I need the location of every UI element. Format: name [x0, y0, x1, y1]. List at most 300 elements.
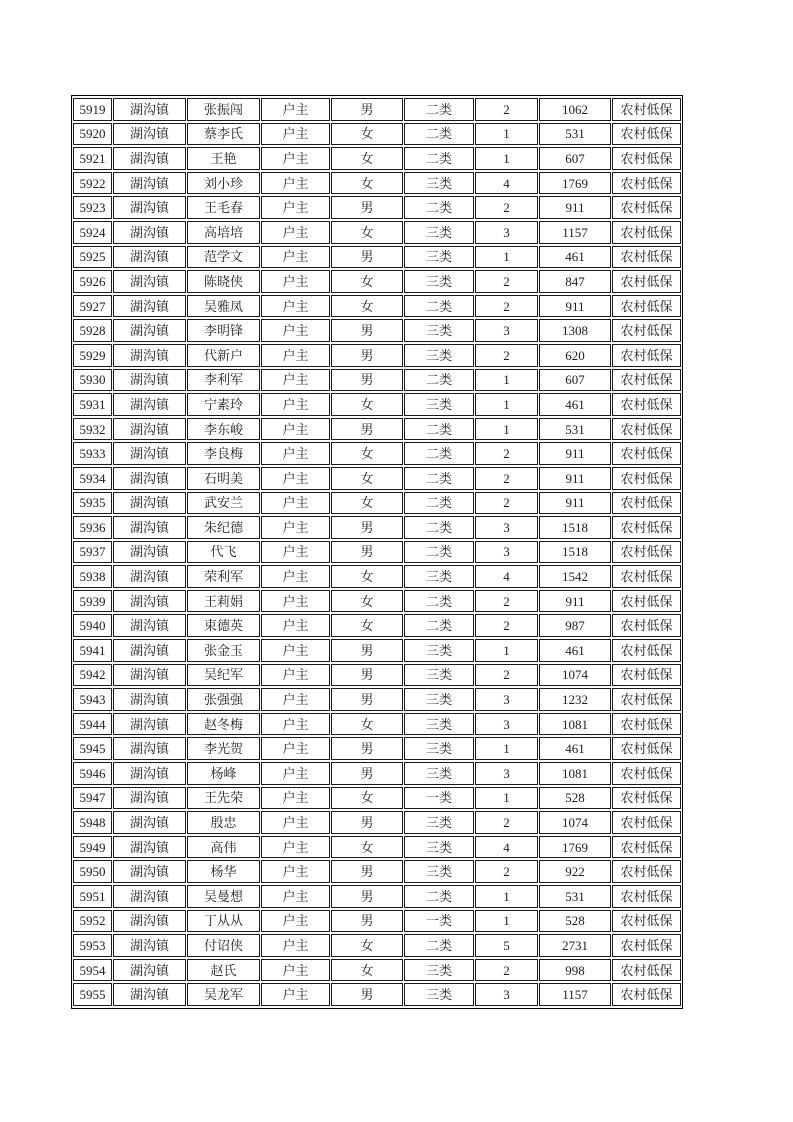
- cell-persons: 1: [475, 910, 538, 933]
- table-row: [73, 172, 681, 195]
- cell-town: 湖沟镇: [113, 787, 186, 810]
- cell-relation: 户主: [261, 860, 330, 883]
- cell-persons: 2: [475, 344, 538, 367]
- cell-relation: 户主: [261, 614, 330, 637]
- cell-name: 李良梅: [187, 442, 260, 465]
- cell-serial: 5941: [73, 639, 112, 662]
- table-row: [73, 590, 681, 613]
- cell-serial: 5919: [73, 98, 112, 121]
- cell-amount: 528: [539, 910, 611, 933]
- cell-relation: 户主: [261, 664, 330, 687]
- cell-gender: 女: [331, 836, 403, 859]
- cell-name: 蔡李氏: [187, 123, 260, 146]
- cell-program: 农村低保: [612, 639, 681, 662]
- cell-program: 农村低保: [612, 172, 681, 195]
- cell-relation: 户主: [261, 885, 330, 908]
- table-row: [73, 369, 681, 392]
- cell-relation: 户主: [261, 172, 330, 195]
- cell-relation: 户主: [261, 762, 330, 785]
- cell-program: 农村低保: [612, 123, 681, 146]
- cell-gender: 女: [331, 934, 403, 957]
- table-row: [73, 811, 681, 834]
- table-row: [73, 393, 681, 416]
- cell-town: 湖沟镇: [113, 196, 186, 219]
- cell-program: 农村低保: [612, 196, 681, 219]
- cell-name: 付诏侠: [187, 934, 260, 957]
- cell-persons: 2: [475, 442, 538, 465]
- cell-amount: 2731: [539, 934, 611, 957]
- cell-category: 二类: [404, 614, 474, 637]
- cell-serial: 5937: [73, 541, 112, 564]
- cell-relation: 户主: [261, 836, 330, 859]
- cell-gender: 男: [331, 418, 403, 441]
- cell-category: 三类: [404, 344, 474, 367]
- cell-serial: 5933: [73, 442, 112, 465]
- cell-amount: 847: [539, 270, 611, 293]
- cell-category: 三类: [404, 811, 474, 834]
- cell-relation: 户主: [261, 418, 330, 441]
- cell-name: 代新户: [187, 344, 260, 367]
- cell-town: 湖沟镇: [113, 221, 186, 244]
- cell-relation: 户主: [261, 246, 330, 269]
- cell-gender: 男: [331, 762, 403, 785]
- cell-town: 湖沟镇: [113, 516, 186, 539]
- cell-persons: 2: [475, 295, 538, 318]
- cell-serial: 5945: [73, 737, 112, 760]
- cell-program: 农村低保: [612, 737, 681, 760]
- cell-relation: 户主: [261, 811, 330, 834]
- cell-town: 湖沟镇: [113, 664, 186, 687]
- cell-serial: 5955: [73, 983, 112, 1006]
- cell-name: 束德英: [187, 614, 260, 637]
- cell-persons: 3: [475, 319, 538, 342]
- cell-gender: 女: [331, 123, 403, 146]
- cell-amount: 1062: [539, 98, 611, 121]
- cell-name: 武安兰: [187, 492, 260, 515]
- cell-category: 三类: [404, 221, 474, 244]
- cell-amount: 1518: [539, 516, 611, 539]
- table-row: [73, 713, 681, 736]
- cell-persons: 4: [475, 172, 538, 195]
- cell-persons: 3: [475, 713, 538, 736]
- cell-category: 三类: [404, 393, 474, 416]
- table-row: [73, 123, 681, 146]
- cell-amount: 1542: [539, 565, 611, 588]
- cell-relation: 户主: [261, 787, 330, 810]
- cell-name: 张金玉: [187, 639, 260, 662]
- cell-persons: 1: [475, 639, 538, 662]
- cell-amount: 1157: [539, 983, 611, 1006]
- cell-town: 湖沟镇: [113, 442, 186, 465]
- cell-name: 吴纪军: [187, 664, 260, 687]
- cell-amount: 607: [539, 147, 611, 170]
- cell-persons: 1: [475, 123, 538, 146]
- cell-town: 湖沟镇: [113, 614, 186, 637]
- cell-relation: 户主: [261, 295, 330, 318]
- cell-persons: 3: [475, 983, 538, 1006]
- cell-name: 刘小珍: [187, 172, 260, 195]
- cell-gender: 男: [331, 344, 403, 367]
- cell-amount: 1232: [539, 688, 611, 711]
- table-row: [73, 221, 681, 244]
- cell-program: 农村低保: [612, 246, 681, 269]
- cell-amount: 987: [539, 614, 611, 637]
- cell-amount: 998: [539, 959, 611, 982]
- cell-gender: 女: [331, 393, 403, 416]
- cell-relation: 户主: [261, 442, 330, 465]
- cell-name: 王先荣: [187, 787, 260, 810]
- cell-name: 石明美: [187, 467, 260, 490]
- cell-town: 湖沟镇: [113, 737, 186, 760]
- cell-name: 吴曼想: [187, 885, 260, 908]
- cell-program: 农村低保: [612, 664, 681, 687]
- cell-town: 湖沟镇: [113, 959, 186, 982]
- cell-relation: 户主: [261, 590, 330, 613]
- cell-gender: 女: [331, 590, 403, 613]
- cell-serial: 5944: [73, 713, 112, 736]
- cell-amount: 922: [539, 860, 611, 883]
- cell-town: 湖沟镇: [113, 418, 186, 441]
- cell-gender: 男: [331, 688, 403, 711]
- cell-name: 荣利军: [187, 565, 260, 588]
- cell-category: 二类: [404, 541, 474, 564]
- table-row: [73, 910, 681, 933]
- cell-amount: 1074: [539, 811, 611, 834]
- cell-category: 二类: [404, 590, 474, 613]
- cell-relation: 户主: [261, 983, 330, 1006]
- cell-name: 李东峻: [187, 418, 260, 441]
- cell-gender: 女: [331, 172, 403, 195]
- cell-persons: 3: [475, 221, 538, 244]
- cell-category: 二类: [404, 196, 474, 219]
- cell-persons: 1: [475, 787, 538, 810]
- cell-program: 农村低保: [612, 885, 681, 908]
- cell-town: 湖沟镇: [113, 590, 186, 613]
- cell-name: 陈晓侠: [187, 270, 260, 293]
- table-row: [73, 688, 681, 711]
- cell-relation: 户主: [261, 516, 330, 539]
- cell-serial: 5953: [73, 934, 112, 957]
- cell-amount: 911: [539, 492, 611, 515]
- cell-serial: 5922: [73, 172, 112, 195]
- table-row: [73, 270, 681, 293]
- cell-category: 三类: [404, 713, 474, 736]
- cell-amount: 1081: [539, 762, 611, 785]
- cell-serial: 5925: [73, 246, 112, 269]
- cell-serial: 5927: [73, 295, 112, 318]
- cell-relation: 户主: [261, 492, 330, 515]
- cell-category: 三类: [404, 737, 474, 760]
- cell-gender: 男: [331, 98, 403, 121]
- cell-relation: 户主: [261, 98, 330, 121]
- cell-gender: 女: [331, 270, 403, 293]
- cell-serial: 5924: [73, 221, 112, 244]
- cell-persons: 2: [475, 959, 538, 982]
- cell-name: 宁素玲: [187, 393, 260, 416]
- cell-category: 三类: [404, 860, 474, 883]
- cell-town: 湖沟镇: [113, 369, 186, 392]
- table-row: [73, 934, 681, 957]
- cell-gender: 女: [331, 713, 403, 736]
- cell-category: 二类: [404, 516, 474, 539]
- cell-name: 李利军: [187, 369, 260, 392]
- cell-category: 二类: [404, 98, 474, 121]
- cell-amount: 531: [539, 123, 611, 146]
- cell-gender: 女: [331, 147, 403, 170]
- cell-name: 吴龙军: [187, 983, 260, 1006]
- cell-gender: 男: [331, 860, 403, 883]
- table-row: [73, 295, 681, 318]
- cell-serial: 5949: [73, 836, 112, 859]
- cell-amount: 461: [539, 737, 611, 760]
- cell-serial: 5934: [73, 467, 112, 490]
- cell-relation: 户主: [261, 713, 330, 736]
- cell-category: 二类: [404, 934, 474, 957]
- cell-serial: 5952: [73, 910, 112, 933]
- cell-serial: 5936: [73, 516, 112, 539]
- cell-town: 湖沟镇: [113, 713, 186, 736]
- cell-name: 王毛春: [187, 196, 260, 219]
- cell-serial: 5935: [73, 492, 112, 515]
- cell-relation: 户主: [261, 467, 330, 490]
- cell-gender: 男: [331, 664, 403, 687]
- cell-name: 李光贺: [187, 737, 260, 760]
- cell-gender: 男: [331, 196, 403, 219]
- cell-relation: 户主: [261, 369, 330, 392]
- cell-gender: 女: [331, 787, 403, 810]
- cell-relation: 户主: [261, 959, 330, 982]
- table-row: [73, 565, 681, 588]
- cell-town: 湖沟镇: [113, 98, 186, 121]
- cell-persons: 1: [475, 393, 538, 416]
- table-row: [73, 737, 681, 760]
- cell-persons: 3: [475, 516, 538, 539]
- cell-serial: 5930: [73, 369, 112, 392]
- cell-program: 农村低保: [612, 713, 681, 736]
- cell-amount: 531: [539, 885, 611, 908]
- cell-persons: 2: [475, 196, 538, 219]
- table-row: [73, 418, 681, 441]
- table-row: [73, 541, 681, 564]
- cell-name: 王莉娟: [187, 590, 260, 613]
- cell-category: 三类: [404, 319, 474, 342]
- cell-relation: 户主: [261, 393, 330, 416]
- cell-persons: 1: [475, 369, 538, 392]
- cell-town: 湖沟镇: [113, 983, 186, 1006]
- cell-program: 农村低保: [612, 319, 681, 342]
- cell-gender: 男: [331, 910, 403, 933]
- cell-town: 湖沟镇: [113, 762, 186, 785]
- cell-persons: 2: [475, 270, 538, 293]
- cell-serial: 5928: [73, 319, 112, 342]
- cell-serial: 5921: [73, 147, 112, 170]
- cell-serial: 5946: [73, 762, 112, 785]
- cell-name: 李明锋: [187, 319, 260, 342]
- cell-persons: 3: [475, 762, 538, 785]
- cell-persons: 3: [475, 541, 538, 564]
- cell-program: 农村低保: [612, 983, 681, 1006]
- cell-persons: 2: [475, 614, 538, 637]
- cell-serial: 5929: [73, 344, 112, 367]
- cell-program: 农村低保: [612, 688, 681, 711]
- cell-relation: 户主: [261, 147, 330, 170]
- cell-program: 农村低保: [612, 934, 681, 957]
- cell-relation: 户主: [261, 737, 330, 760]
- cell-relation: 户主: [261, 565, 330, 588]
- cell-name: 赵冬梅: [187, 713, 260, 736]
- cell-town: 湖沟镇: [113, 344, 186, 367]
- cell-persons: 2: [475, 860, 538, 883]
- cell-program: 农村低保: [612, 910, 681, 933]
- cell-town: 湖沟镇: [113, 688, 186, 711]
- cell-town: 湖沟镇: [113, 492, 186, 515]
- cell-program: 农村低保: [612, 393, 681, 416]
- cell-name: 朱纪德: [187, 516, 260, 539]
- table-row: [73, 664, 681, 687]
- cell-gender: 女: [331, 565, 403, 588]
- cell-serial: 5942: [73, 664, 112, 687]
- cell-category: 二类: [404, 147, 474, 170]
- cell-name: 张强强: [187, 688, 260, 711]
- cell-serial: 5932: [73, 418, 112, 441]
- cell-program: 农村低保: [612, 98, 681, 121]
- cell-program: 农村低保: [612, 442, 681, 465]
- cell-gender: 男: [331, 885, 403, 908]
- cell-amount: 911: [539, 467, 611, 490]
- cell-persons: 4: [475, 836, 538, 859]
- cell-program: 农村低保: [612, 787, 681, 810]
- cell-serial: 5931: [73, 393, 112, 416]
- cell-serial: 5947: [73, 787, 112, 810]
- cell-persons: 4: [475, 565, 538, 588]
- cell-relation: 户主: [261, 196, 330, 219]
- cell-serial: 5950: [73, 860, 112, 883]
- cell-program: 农村低保: [612, 590, 681, 613]
- cell-persons: 1: [475, 885, 538, 908]
- cell-town: 湖沟镇: [113, 123, 186, 146]
- cell-program: 农村低保: [612, 762, 681, 785]
- cell-town: 湖沟镇: [113, 172, 186, 195]
- cell-category: 三类: [404, 688, 474, 711]
- cell-serial: 5943: [73, 688, 112, 711]
- cell-category: 三类: [404, 836, 474, 859]
- cell-relation: 户主: [261, 934, 330, 957]
- cell-persons: 5: [475, 934, 538, 957]
- cell-gender: 男: [331, 541, 403, 564]
- cell-program: 农村低保: [612, 369, 681, 392]
- table-row: [73, 246, 681, 269]
- cell-gender: 男: [331, 516, 403, 539]
- cell-serial: 5926: [73, 270, 112, 293]
- cell-persons: 2: [475, 467, 538, 490]
- cell-category: 一类: [404, 787, 474, 810]
- cell-amount: 911: [539, 295, 611, 318]
- cell-serial: 5954: [73, 959, 112, 982]
- cell-town: 湖沟镇: [113, 934, 186, 957]
- cell-category: 二类: [404, 418, 474, 441]
- cell-gender: 男: [331, 983, 403, 1006]
- table-row: [73, 98, 681, 121]
- table-row: [73, 196, 681, 219]
- cell-program: 农村低保: [612, 614, 681, 637]
- cell-town: 湖沟镇: [113, 910, 186, 933]
- cell-category: 三类: [404, 172, 474, 195]
- table-row: [73, 787, 681, 810]
- cell-category: 三类: [404, 639, 474, 662]
- cell-program: 农村低保: [612, 418, 681, 441]
- cell-serial: 5951: [73, 885, 112, 908]
- cell-name: 吴雅凤: [187, 295, 260, 318]
- table-row: [73, 492, 681, 515]
- cell-name: 张振闯: [187, 98, 260, 121]
- cell-town: 湖沟镇: [113, 860, 186, 883]
- cell-persons: 2: [475, 492, 538, 515]
- table-row: [73, 614, 681, 637]
- cell-town: 湖沟镇: [113, 246, 186, 269]
- cell-category: 三类: [404, 983, 474, 1006]
- cell-gender: 男: [331, 246, 403, 269]
- cell-town: 湖沟镇: [113, 565, 186, 588]
- cell-category: 三类: [404, 565, 474, 588]
- cell-name: 王艳: [187, 147, 260, 170]
- cell-relation: 户主: [261, 221, 330, 244]
- table-row: [73, 344, 681, 367]
- cell-relation: 户主: [261, 541, 330, 564]
- cell-persons: 2: [475, 811, 538, 834]
- cell-category: 三类: [404, 959, 474, 982]
- cell-relation: 户主: [261, 910, 330, 933]
- cell-amount: 1769: [539, 172, 611, 195]
- cell-program: 农村低保: [612, 467, 681, 490]
- cell-program: 农村低保: [612, 959, 681, 982]
- cell-town: 湖沟镇: [113, 885, 186, 908]
- cell-program: 农村低保: [612, 344, 681, 367]
- cell-program: 农村低保: [612, 811, 681, 834]
- cell-town: 湖沟镇: [113, 811, 186, 834]
- cell-name: 丁从从: [187, 910, 260, 933]
- cell-category: 二类: [404, 369, 474, 392]
- table-row: [73, 860, 681, 883]
- cell-category: 二类: [404, 295, 474, 318]
- cell-category: 二类: [404, 492, 474, 515]
- cell-program: 农村低保: [612, 516, 681, 539]
- cell-program: 农村低保: [612, 541, 681, 564]
- cell-town: 湖沟镇: [113, 393, 186, 416]
- cell-category: 二类: [404, 442, 474, 465]
- table-row: [73, 959, 681, 982]
- cell-persons: 1: [475, 246, 538, 269]
- cell-relation: 户主: [261, 123, 330, 146]
- cell-category: 三类: [404, 762, 474, 785]
- table-row: [73, 442, 681, 465]
- cell-serial: 5938: [73, 565, 112, 588]
- cell-program: 农村低保: [612, 860, 681, 883]
- cell-gender: 女: [331, 221, 403, 244]
- cell-program: 农村低保: [612, 147, 681, 170]
- cell-gender: 女: [331, 467, 403, 490]
- cell-amount: 528: [539, 787, 611, 810]
- cell-program: 农村低保: [612, 565, 681, 588]
- cell-amount: 1081: [539, 713, 611, 736]
- cell-town: 湖沟镇: [113, 541, 186, 564]
- table-row: [73, 983, 681, 1006]
- cell-gender: 男: [331, 319, 403, 342]
- cell-gender: 女: [331, 492, 403, 515]
- cell-town: 湖沟镇: [113, 295, 186, 318]
- cell-relation: 户主: [261, 319, 330, 342]
- table-row: [73, 836, 681, 859]
- cell-amount: 1074: [539, 664, 611, 687]
